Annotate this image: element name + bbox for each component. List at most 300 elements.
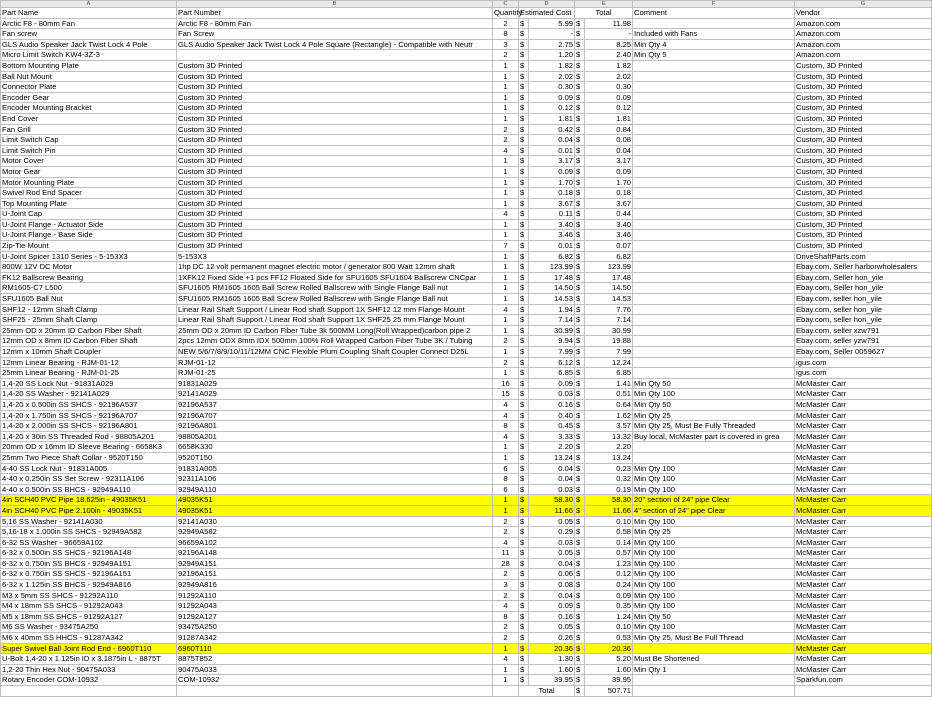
cell-estimated-cost[interactable]: 3.33 — [529, 431, 575, 442]
cell-comment[interactable] — [633, 283, 795, 294]
cell-vendor[interactable]: McMaster Carr — [795, 505, 932, 516]
cell-cost-currency[interactable]: $ — [519, 633, 529, 644]
cell-cost-currency[interactable]: $ — [519, 505, 529, 516]
cell-estimated-cost[interactable]: 0.03 — [529, 484, 575, 495]
cell-total[interactable]: 1.70 — [585, 177, 633, 188]
cell-vendor[interactable]: Ebay.com, seller yzw791 — [795, 336, 932, 347]
cell-total-currency[interactable]: $ — [575, 336, 585, 347]
cell-vendor[interactable]: Custom, 3D Printed — [795, 92, 932, 103]
total-empty-g[interactable] — [795, 686, 932, 697]
cell-quantity[interactable]: 1 — [493, 219, 519, 230]
cell-comment[interactable]: Min Qty 25 — [633, 527, 795, 538]
column-header-c[interactable]: C — [493, 1, 519, 8]
cell-estimated-cost[interactable]: 0.04 — [529, 135, 575, 146]
cell-total-currency[interactable]: $ — [575, 410, 585, 421]
cell-quantity[interactable]: 2 — [493, 590, 519, 601]
cell-total[interactable]: 0.04 — [585, 145, 633, 156]
cell-vendor[interactable]: McMaster Carr — [795, 495, 932, 506]
cell-part-name[interactable]: Arctic F8 - 80mm Fan — [1, 18, 177, 29]
cell-quantity[interactable]: 1 — [493, 166, 519, 177]
cell-comment[interactable] — [633, 82, 795, 93]
cell-total-currency[interactable]: $ — [575, 505, 585, 516]
cell-comment[interactable]: Min Qty 100 — [633, 537, 795, 548]
cell-total-currency[interactable]: $ — [575, 71, 585, 82]
cell-vendor[interactable]: McMaster Carr — [795, 442, 932, 453]
cell-total-currency[interactable]: $ — [575, 569, 585, 580]
cell-estimated-cost[interactable]: 2.02 — [529, 71, 575, 82]
cell-total-currency[interactable]: $ — [575, 484, 585, 495]
cell-part-number[interactable]: 92196A707 — [177, 410, 493, 421]
cell-part-name[interactable]: Fan Grill — [1, 124, 177, 135]
cell-comment[interactable]: 20" section of 24" pipe Clear — [633, 495, 795, 506]
cell-total[interactable]: 2.40 — [585, 50, 633, 61]
cell-part-number[interactable]: 25mm OD x 20mm ID Carbon Fiber Tube 3k 500MM Long(Roll Wrapped)carbon pipe 2 — [177, 325, 493, 336]
cell-part-name[interactable]: Motor Cover — [1, 156, 177, 167]
cell-cost-currency[interactable]: $ — [519, 548, 529, 559]
cell-part-name[interactable]: 1,4-20 x 0.500in SS SHCS - 92196A537 — [1, 399, 177, 410]
cell-part-name[interactable]: 5,16-18 x 1.000in SS SHCS - 92949A582 — [1, 527, 177, 538]
cell-vendor[interactable]: Custom, 3D Printed — [795, 71, 932, 82]
cell-vendor[interactable]: Custom, 3D Printed — [795, 198, 932, 209]
cell-quantity[interactable]: 4 — [493, 431, 519, 442]
cell-total-currency[interactable]: $ — [575, 654, 585, 665]
cell-part-name[interactable]: M3 x 5mm SS SHCS - 91292A110 — [1, 590, 177, 601]
cell-quantity[interactable]: 1 — [493, 156, 519, 167]
cell-total[interactable]: 13.32 — [585, 431, 633, 442]
cell-quantity[interactable]: 1 — [493, 325, 519, 336]
cell-quantity[interactable]: 1 — [493, 113, 519, 124]
cell-total[interactable]: 11.98 — [585, 18, 633, 29]
cell-estimated-cost[interactable]: 0.05 — [529, 548, 575, 559]
cell-estimated-cost[interactable]: 0.09 — [529, 378, 575, 389]
total-currency[interactable]: $ — [575, 686, 585, 697]
cell-vendor[interactable]: Custom, 3D Printed — [795, 124, 932, 135]
cell-total-currency[interactable]: $ — [575, 304, 585, 315]
cell-part-number[interactable]: 92949A151 — [177, 558, 493, 569]
cell-part-number[interactable]: Custom 3D Printed — [177, 135, 493, 146]
cell-quantity[interactable]: 1 — [493, 505, 519, 516]
cell-part-number[interactable]: 91831A029 — [177, 378, 493, 389]
cell-vendor[interactable]: McMaster Carr — [795, 654, 932, 665]
cell-total[interactable]: 0.12 — [585, 103, 633, 114]
cell-part-number[interactable]: Custom 3D Printed — [177, 124, 493, 135]
cell-quantity[interactable]: 1 — [493, 675, 519, 686]
cell-part-name[interactable]: SHF12 - 12mm Shaft Clamp — [1, 304, 177, 315]
cell-part-number[interactable]: 5-153X3 — [177, 251, 493, 262]
cell-total-currency[interactable]: $ — [575, 50, 585, 61]
cell-part-number[interactable]: 91292A110 — [177, 590, 493, 601]
cell-comment[interactable] — [633, 336, 795, 347]
cell-cost-currency[interactable]: $ — [519, 410, 529, 421]
cell-total[interactable]: 5.20 — [585, 654, 633, 665]
cell-estimated-cost[interactable]: 17.48 — [529, 272, 575, 283]
cell-part-number[interactable]: 91292A043 — [177, 601, 493, 612]
cell-part-name[interactable]: 5,16 SS Washer - 92141A030 — [1, 516, 177, 527]
cell-comment[interactable]: Min Qty 25 — [633, 410, 795, 421]
cell-vendor[interactable]: Ebay.com, seller hon_yile — [795, 294, 932, 305]
cell-cost-currency[interactable]: $ — [519, 71, 529, 82]
cell-quantity[interactable]: 1 — [493, 71, 519, 82]
cell-part-number[interactable]: 93475A250 — [177, 622, 493, 633]
cell-estimated-cost[interactable]: 1.20 — [529, 50, 575, 61]
cell-vendor[interactable]: Ebay.com, seller xzw791 — [795, 325, 932, 336]
cell-total[interactable]: 19.88 — [585, 336, 633, 347]
cell-vendor[interactable]: McMaster Carr — [795, 389, 932, 400]
cell-vendor[interactable]: Amazon.com — [795, 50, 932, 61]
cell-quantity[interactable]: 2 — [493, 124, 519, 135]
cell-part-number[interactable]: 92949A110 — [177, 484, 493, 495]
cell-quantity[interactable]: 1 — [493, 103, 519, 114]
cell-part-name[interactable]: Bottom Mounting Plate — [1, 60, 177, 71]
cell-part-name[interactable]: 1,4-20 SS Lock Nut - 91831A029 — [1, 378, 177, 389]
cell-comment[interactable]: Included with Fans — [633, 29, 795, 40]
cell-estimated-cost[interactable]: 0.04 — [529, 558, 575, 569]
cell-cost-currency[interactable]: $ — [519, 484, 529, 495]
cell-total[interactable]: 0.10 — [585, 516, 633, 527]
cell-comment[interactable] — [633, 124, 795, 135]
cell-part-name[interactable]: GLS Audio Speaker Jack Twist Lock 4 Pole — [1, 39, 177, 50]
cell-vendor[interactable]: McMaster Carr — [795, 537, 932, 548]
cell-cost-currency[interactable]: $ — [519, 156, 529, 167]
cell-part-name[interactable]: Motor Mounting Plate — [1, 177, 177, 188]
cell-cost-currency[interactable]: $ — [519, 60, 529, 71]
cell-estimated-cost[interactable]: 0.05 — [529, 622, 575, 633]
cell-total[interactable]: 0.51 — [585, 389, 633, 400]
cell-cost-currency[interactable]: $ — [519, 474, 529, 485]
cell-part-number[interactable]: 91831A005 — [177, 463, 493, 474]
cell-vendor[interactable]: McMaster Carr — [795, 569, 932, 580]
cell-total[interactable]: 0.08 — [585, 135, 633, 146]
cell-quantity[interactable]: 15 — [493, 389, 519, 400]
cell-total[interactable]: 0.14 — [585, 537, 633, 548]
cell-vendor[interactable]: McMaster Carr — [795, 548, 932, 559]
cell-part-name[interactable]: Encoder Mounting Bracket — [1, 103, 177, 114]
cell-cost-currency[interactable]: $ — [519, 219, 529, 230]
cell-total[interactable]: 3.57 — [585, 421, 633, 432]
cell-vendor[interactable]: Ebay.com, Seller hon_yile — [795, 272, 932, 283]
cell-total[interactable]: 7.99 — [585, 347, 633, 358]
cell-comment[interactable] — [633, 92, 795, 103]
cell-total-currency[interactable]: $ — [575, 82, 585, 93]
cell-part-name[interactable]: Limit Switch Cap — [1, 135, 177, 146]
cell-part-number[interactable]: 1hp DC 12 volt permanent magnet electric motor / generator 800 Watt 12mm shaft — [177, 262, 493, 273]
cell-total[interactable]: 0.12 — [585, 569, 633, 580]
cell-quantity[interactable]: 1 — [493, 452, 519, 463]
cell-cost-currency[interactable]: $ — [519, 495, 529, 506]
cell-total-currency[interactable]: $ — [575, 611, 585, 622]
cell-quantity[interactable]: 4 — [493, 410, 519, 421]
cell-comment[interactable]: Min Qty 100 — [633, 389, 795, 400]
cell-quantity[interactable]: 28 — [493, 558, 519, 569]
cell-total[interactable]: 12.24 — [585, 357, 633, 368]
cell-total-currency[interactable]: $ — [575, 431, 585, 442]
cell-quantity[interactable]: 2 — [493, 357, 519, 368]
cell-part-number[interactable]: Custom 3D Printed — [177, 103, 493, 114]
cell-estimated-cost[interactable]: 0.03 — [529, 537, 575, 548]
cell-quantity[interactable]: 1 — [493, 315, 519, 326]
cell-total-currency[interactable]: $ — [575, 643, 585, 654]
cell-part-name[interactable]: 4in SCH40 PVC Pipe 18.625in - 49035K51 — [1, 495, 177, 506]
cell-quantity[interactable]: 2 — [493, 18, 519, 29]
cell-total-currency[interactable]: $ — [575, 135, 585, 146]
cell-total-currency[interactable]: $ — [575, 315, 585, 326]
cell-part-name[interactable]: 25mm Linear Bearing - RJM-01-25 — [1, 368, 177, 379]
cell-quantity[interactable]: 1 — [493, 198, 519, 209]
cell-part-name[interactable]: U-Joint Flange - Base Side — [1, 230, 177, 241]
cell-comment[interactable] — [633, 357, 795, 368]
total-empty-f[interactable] — [633, 686, 795, 697]
cell-comment[interactable] — [633, 272, 795, 283]
cell-total[interactable]: 8.25 — [585, 39, 633, 50]
cell-estimated-cost[interactable]: 30.99 — [529, 325, 575, 336]
cell-vendor[interactable]: McMaster Carr — [795, 421, 932, 432]
cell-comment[interactable]: Min Qty 50 — [633, 378, 795, 389]
cell-total-currency[interactable]: $ — [575, 198, 585, 209]
cell-estimated-cost[interactable]: 0.01 — [529, 241, 575, 252]
cell-part-name[interactable]: 1,4-20 x 1.750in SS SHCS - 92196A707 — [1, 410, 177, 421]
cell-comment[interactable] — [633, 643, 795, 654]
cell-quantity[interactable]: 1 — [493, 442, 519, 453]
cell-part-name[interactable]: Micro Limit Switch KW4-3Z-3 — [1, 50, 177, 61]
cell-estimated-cost[interactable]: 0.04 — [529, 474, 575, 485]
cell-vendor[interactable]: McMaster Carr — [795, 622, 932, 633]
cell-total-currency[interactable]: $ — [575, 230, 585, 241]
cell-estimated-cost[interactable]: 3.67 — [529, 198, 575, 209]
cell-total-currency[interactable]: $ — [575, 368, 585, 379]
cell-total[interactable]: 6.85 — [585, 368, 633, 379]
cell-comment[interactable]: Min Qty 100 — [633, 484, 795, 495]
cell-estimated-cost[interactable]: 11.66 — [529, 505, 575, 516]
cell-comment[interactable]: Min Qty 50 — [633, 399, 795, 410]
cell-quantity[interactable]: 1 — [493, 92, 519, 103]
cell-vendor[interactable]: Ebay.com, Seller hon_yile — [795, 283, 932, 294]
cell-vendor[interactable]: Amazon.com — [795, 18, 932, 29]
cell-part-number[interactable]: 92141A029 — [177, 389, 493, 400]
cell-part-number[interactable]: 8875T852 — [177, 654, 493, 665]
cell-vendor[interactable]: Custom, 3D Printed — [795, 113, 932, 124]
cell-vendor[interactable]: Sparkfun.com — [795, 675, 932, 686]
cell-part-name[interactable]: Rotary Encoder COM-10932 — [1, 675, 177, 686]
cell-estimated-cost[interactable]: 0.40 — [529, 410, 575, 421]
cell-cost-currency[interactable]: $ — [519, 463, 529, 474]
cell-part-number[interactable]: Custom 3D Printed — [177, 156, 493, 167]
cell-part-number[interactable]: SFU1605 RM1605 1605 Ball Screw Rolled Ballscrew with Single Flange Ball nut — [177, 283, 493, 294]
cell-estimated-cost[interactable]: 3.17 — [529, 156, 575, 167]
cell-total-currency[interactable]: $ — [575, 209, 585, 220]
cell-cost-currency[interactable]: $ — [519, 421, 529, 432]
cell-estimated-cost[interactable]: 0.09 — [529, 166, 575, 177]
cell-total[interactable]: 3.40 — [585, 219, 633, 230]
cell-cost-currency[interactable]: $ — [519, 209, 529, 220]
cell-total[interactable]: 30.99 — [585, 325, 633, 336]
cell-vendor[interactable]: Custom, 3D Printed — [795, 60, 932, 71]
cell-quantity[interactable]: 1 — [493, 643, 519, 654]
cell-total-currency[interactable]: $ — [575, 92, 585, 103]
cell-total[interactable]: 0.07 — [585, 241, 633, 252]
cell-comment[interactable] — [633, 230, 795, 241]
cell-total-currency[interactable]: $ — [575, 188, 585, 199]
cell-vendor[interactable]: Custom, 3D Printed — [795, 156, 932, 167]
cell-comment[interactable]: Must Be Shortened — [633, 654, 795, 665]
cell-estimated-cost[interactable]: 3.40 — [529, 219, 575, 230]
cell-total-currency[interactable]: $ — [575, 219, 585, 230]
cell-cost-currency[interactable]: $ — [519, 611, 529, 622]
cell-part-name[interactable]: SFU1605 Ball Nut — [1, 294, 177, 305]
cell-comment[interactable] — [633, 442, 795, 453]
cell-comment[interactable] — [633, 113, 795, 124]
cell-cost-currency[interactable]: $ — [519, 145, 529, 156]
cell-total[interactable]: 0.09 — [585, 590, 633, 601]
cell-part-number[interactable]: SFU1605 RM1605 1605 Ball Screw Rolled Ballscrew with Single Flange Ball nut — [177, 294, 493, 305]
cell-quantity[interactable]: 1 — [493, 60, 519, 71]
cell-total[interactable]: 0.18 — [585, 188, 633, 199]
cell-comment[interactable] — [633, 177, 795, 188]
cell-estimated-cost[interactable]: 0.09 — [529, 601, 575, 612]
cell-total-currency[interactable]: $ — [575, 113, 585, 124]
cell-part-number[interactable]: Custom 3D Printed — [177, 198, 493, 209]
cell-part-number[interactable]: Custom 3D Printed — [177, 92, 493, 103]
cell-estimated-cost[interactable]: 3.46 — [529, 230, 575, 241]
cell-total[interactable]: 1.82 — [585, 60, 633, 71]
cell-total-currency[interactable]: $ — [575, 580, 585, 591]
cell-part-number[interactable]: 92141A030 — [177, 516, 493, 527]
cell-part-name[interactable]: Ball Nut Mount — [1, 71, 177, 82]
cell-estimated-cost[interactable]: - — [529, 29, 575, 40]
cell-total[interactable]: 0.10 — [585, 622, 633, 633]
cell-total-currency[interactable]: $ — [575, 325, 585, 336]
cell-total[interactable]: 3.17 — [585, 156, 633, 167]
cell-vendor[interactable]: Ebay.com, Seller harborwholesalers — [795, 262, 932, 273]
cell-cost-currency[interactable]: $ — [519, 664, 529, 675]
cell-comment[interactable] — [633, 209, 795, 220]
column-header-g[interactable]: G — [795, 1, 932, 8]
cell-part-number[interactable] — [177, 50, 493, 61]
cell-quantity[interactable]: 1 — [493, 495, 519, 506]
cell-part-name[interactable]: Swivel Rod End Spacer — [1, 188, 177, 199]
cell-quantity[interactable]: 4 — [493, 601, 519, 612]
cell-quantity[interactable]: 6 — [493, 484, 519, 495]
cell-part-number[interactable]: Custom 3D Printed — [177, 230, 493, 241]
cell-cost-currency[interactable]: $ — [519, 230, 529, 241]
header-part-number[interactable]: Part Number — [177, 8, 493, 19]
cell-comment[interactable] — [633, 135, 795, 146]
cell-vendor[interactable]: Custom, 3D Printed — [795, 209, 932, 220]
cell-comment[interactable]: Min Qty 100 — [633, 463, 795, 474]
cell-part-number[interactable]: Linear Rail Shaft Support / Linear Rod shaft Support 1X SHF25 25 mm Flange Mount — [177, 315, 493, 326]
cell-vendor[interactable]: McMaster Carr — [795, 611, 932, 622]
cell-vendor[interactable]: DriveShaftParts.com — [795, 251, 932, 262]
cell-part-name[interactable]: 12mm OD x 8mm ID Carbon Fiber Shaft — [1, 336, 177, 347]
cell-quantity[interactable]: 1 — [493, 188, 519, 199]
cell-estimated-cost[interactable]: 0.03 — [529, 389, 575, 400]
cell-cost-currency[interactable]: $ — [519, 198, 529, 209]
cell-quantity[interactable]: 2 — [493, 516, 519, 527]
cell-vendor[interactable]: McMaster Carr — [795, 527, 932, 538]
cell-comment[interactable]: Min Qty 100 — [633, 601, 795, 612]
cell-part-number[interactable]: 49035K51 — [177, 505, 493, 516]
cell-quantity[interactable]: 3 — [493, 580, 519, 591]
cell-vendor[interactable]: McMaster Carr — [795, 484, 932, 495]
cell-cost-currency[interactable]: $ — [519, 325, 529, 336]
cell-quantity[interactable]: 7 — [493, 241, 519, 252]
cell-estimated-cost[interactable]: 13.24 — [529, 452, 575, 463]
cell-cost-currency[interactable]: $ — [519, 516, 529, 527]
cell-cost-currency[interactable]: $ — [519, 399, 529, 410]
cell-vendor[interactable]: Custom, 3D Printed — [795, 145, 932, 156]
cell-total[interactable]: 0.64 — [585, 399, 633, 410]
cell-vendor[interactable]: Custom, 3D Printed — [795, 166, 932, 177]
cell-total[interactable]: - — [585, 29, 633, 40]
cell-estimated-cost[interactable]: 1.82 — [529, 60, 575, 71]
cell-total[interactable]: 0.09 — [585, 166, 633, 177]
cell-total[interactable]: 14.53 — [585, 294, 633, 305]
cell-total[interactable]: 0.84 — [585, 124, 633, 135]
cell-total-currency[interactable]: $ — [575, 262, 585, 273]
cell-comment[interactable]: Min Qty 5 — [633, 50, 795, 61]
cell-comment[interactable] — [633, 103, 795, 114]
cell-total-currency[interactable]: $ — [575, 675, 585, 686]
cell-cost-currency[interactable]: $ — [519, 431, 529, 442]
cell-part-name[interactable]: End Cover — [1, 113, 177, 124]
cell-part-number[interactable]: 98805A201 — [177, 431, 493, 442]
cell-quantity[interactable]: 2 — [493, 622, 519, 633]
cell-total-currency[interactable]: $ — [575, 272, 585, 283]
cell-vendor[interactable]: McMaster Carr — [795, 633, 932, 644]
cell-total-currency[interactable]: $ — [575, 537, 585, 548]
cell-estimated-cost[interactable]: 0.18 — [529, 188, 575, 199]
cell-comment[interactable]: Buy local, McMaster part is covered in grea — [633, 431, 795, 442]
header-comment[interactable]: Comment — [633, 8, 795, 19]
cell-part-name[interactable]: 12mm Linear Bearing - RJM-01-12 — [1, 357, 177, 368]
cell-part-name[interactable]: 1,4-20 x 2.000in SS SHCS - 92196A801 — [1, 421, 177, 432]
cell-part-number[interactable]: 96659A102 — [177, 537, 493, 548]
cell-vendor[interactable]: Amazon.com — [795, 39, 932, 50]
cell-total[interactable]: 3.46 — [585, 230, 633, 241]
cell-part-number[interactable]: 92196A537 — [177, 399, 493, 410]
cell-estimated-cost[interactable]: 14.53 — [529, 294, 575, 305]
cell-estimated-cost[interactable]: 0.08 — [529, 580, 575, 591]
cell-quantity[interactable]: 6 — [493, 463, 519, 474]
cell-quantity[interactable]: 1 — [493, 230, 519, 241]
cell-cost-currency[interactable]: $ — [519, 336, 529, 347]
cell-vendor[interactable]: McMaster Carr — [795, 558, 932, 569]
cell-total-currency[interactable]: $ — [575, 399, 585, 410]
cell-estimated-cost[interactable]: 0.42 — [529, 124, 575, 135]
cell-part-number[interactable]: 92196A801 — [177, 421, 493, 432]
cell-vendor[interactable]: McMaster Carr — [795, 580, 932, 591]
cell-part-name[interactable]: 25mm OD x 20mm ID Carbon Fiber Shaft — [1, 325, 177, 336]
cell-part-name[interactable]: 12mm x 10mm Shaft Coupler — [1, 347, 177, 358]
grand-total-value[interactable]: 507.71 — [585, 686, 633, 697]
cell-total-currency[interactable]: $ — [575, 241, 585, 252]
cell-vendor[interactable]: Ebay.com, seller hon_yile — [795, 304, 932, 315]
cell-cost-currency[interactable]: $ — [519, 29, 529, 40]
cell-part-name[interactable]: Super Swivel Ball Joint Rod End - 6960T110 — [1, 643, 177, 654]
cell-part-name[interactable]: 6-32 x 1.125in SS BHCS - 92949A816 — [1, 580, 177, 591]
cell-part-number[interactable]: 1XFK12 Fixed Side +1 pcs FF12 Floated Side for SFU1605 SFU1604 Ballscrew CNCpar — [177, 272, 493, 283]
cell-cost-currency[interactable]: $ — [519, 622, 529, 633]
cell-estimated-cost[interactable]: 2.20 — [529, 442, 575, 453]
cell-total[interactable]: 2.20 — [585, 442, 633, 453]
column-header-b[interactable]: B — [177, 1, 493, 8]
cell-part-number[interactable]: RJM-01-12 — [177, 357, 493, 368]
cell-vendor[interactable]: Custom, 3D Printed — [795, 103, 932, 114]
cell-comment[interactable] — [633, 325, 795, 336]
cell-total-currency[interactable]: $ — [575, 283, 585, 294]
cell-part-number[interactable]: Arctic F8 - 80mm Fan — [177, 18, 493, 29]
cell-vendor[interactable]: McMaster Carr — [795, 452, 932, 463]
cell-quantity[interactable]: 4 — [493, 537, 519, 548]
